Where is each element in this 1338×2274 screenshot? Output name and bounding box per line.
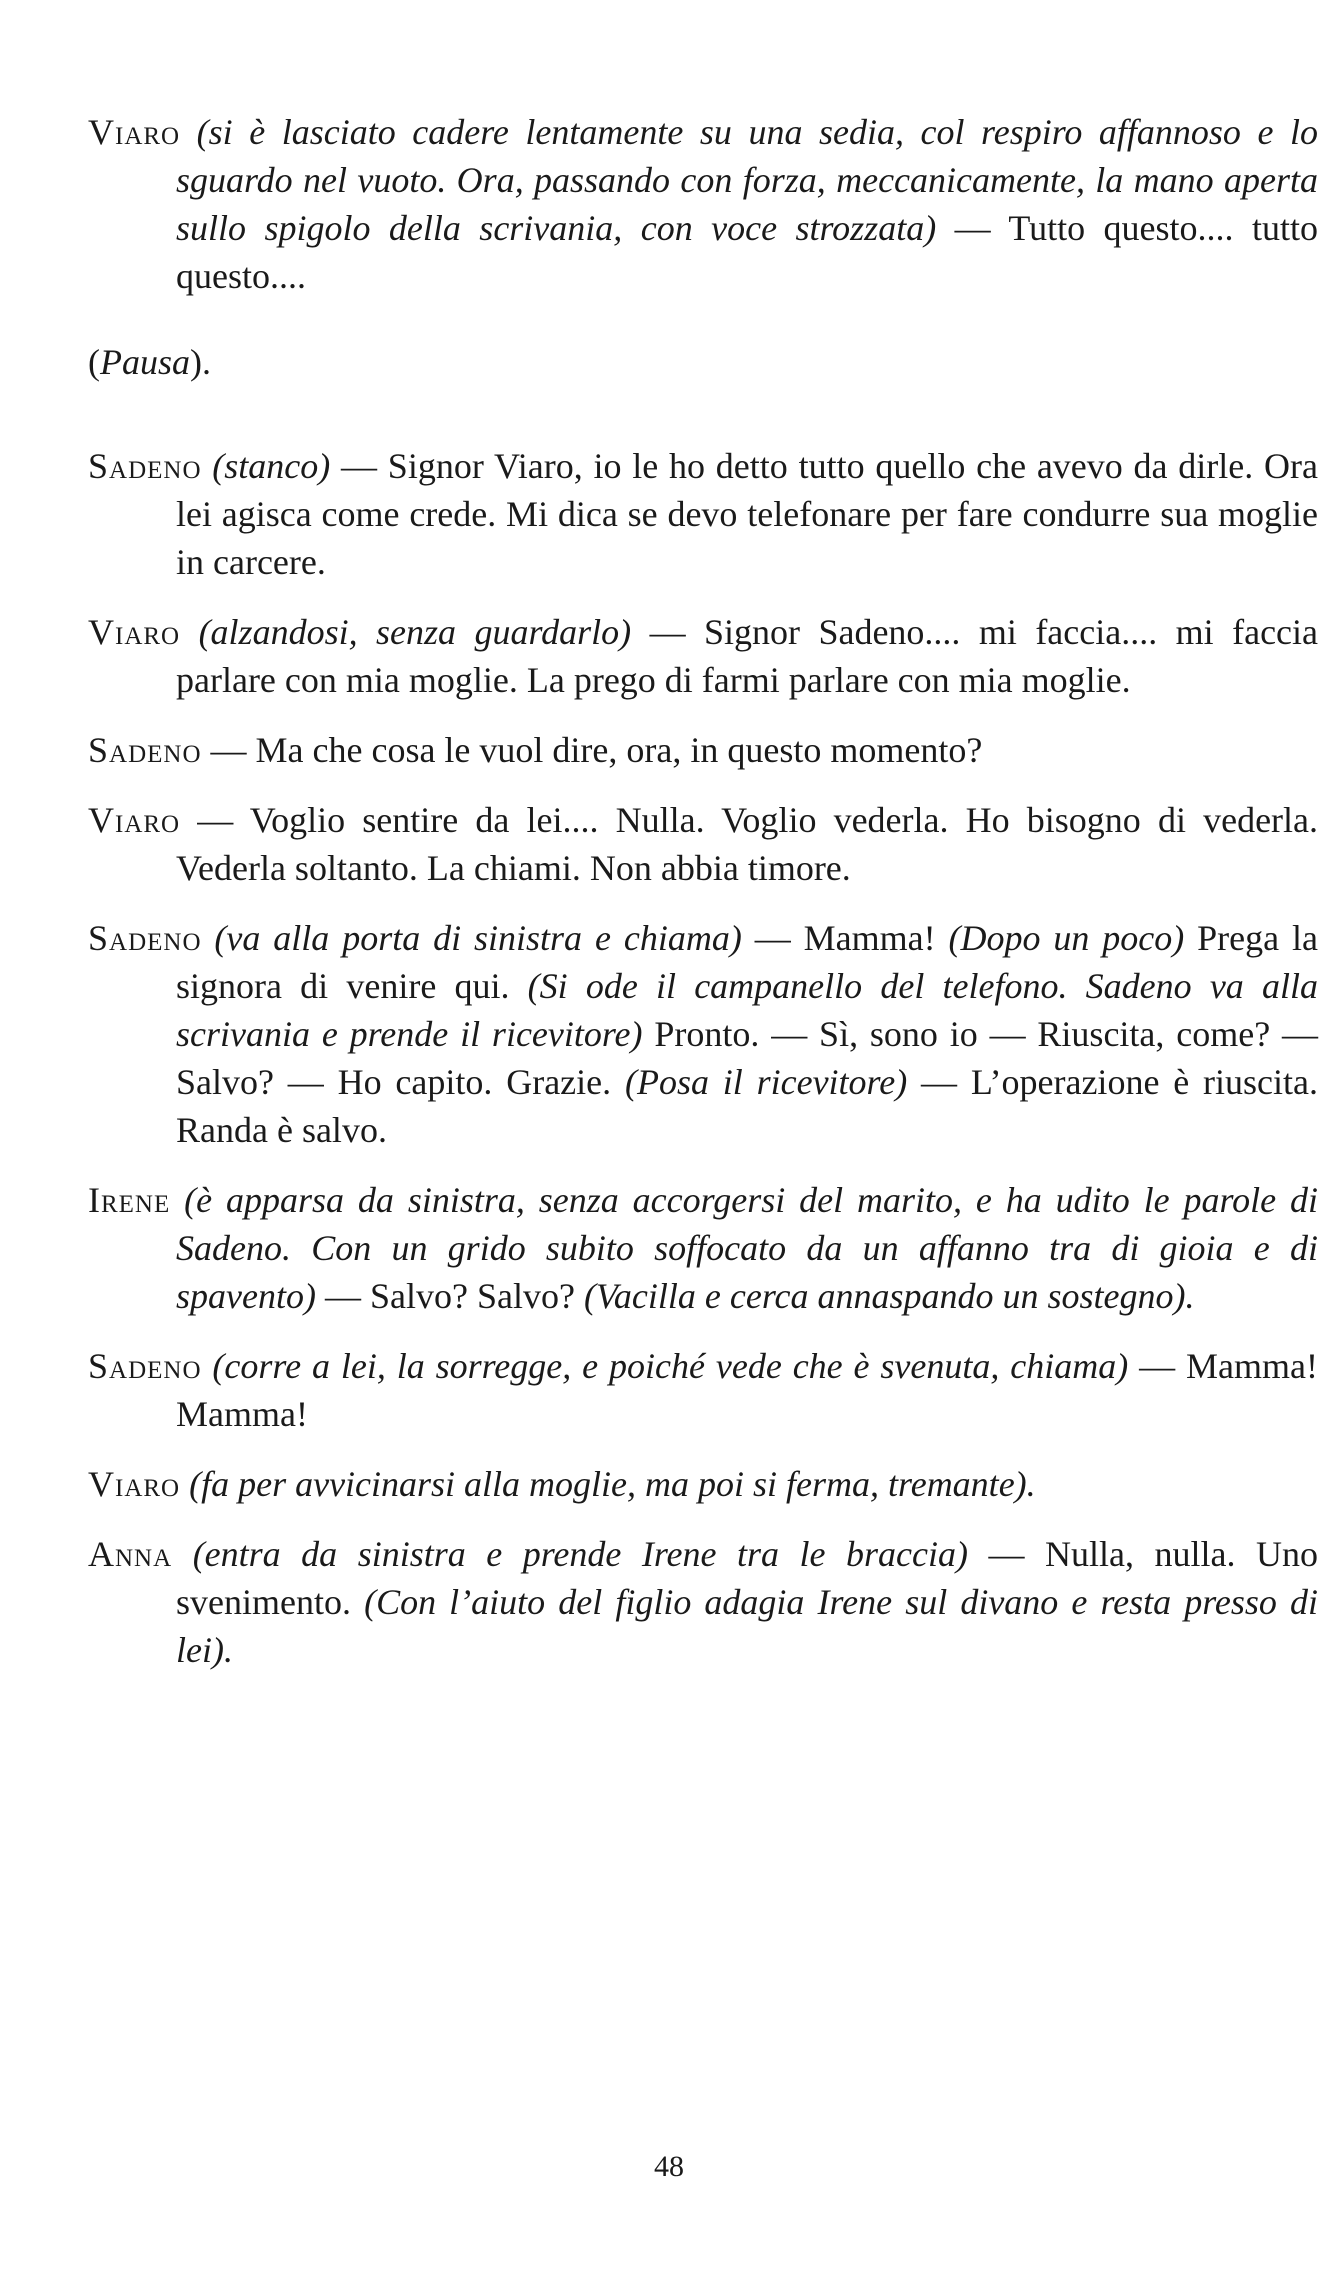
stage-direction: (Posa il ricevitore) — [624, 1062, 908, 1102]
page-text — [88, 108, 1318, 1696]
stage-direction: (alzandosi, senza guardarlo) — [198, 612, 632, 652]
dialogue-text: — Voglio sentire da lei.... Nulla. Voglio vederla. Ho bisogno di vederla. Vederla soltanto. La chiami. Non abbia timore. — [176, 800, 1319, 888]
dialogue-text: — Signor Viaro, io le ho detto tutto quello che avevo da dirle. Ora lei agisca come crede. Mi dica se devo telefonare per fare condurre sua moglie in carcere. — [176, 446, 1319, 582]
speaker-name: Viaro — [88, 800, 181, 840]
speech-sadeno-3 — [88, 914, 1318, 1154]
speech-viaro-4 — [88, 1460, 1318, 1508]
stage-direction: (Si ode il campanello del telefono. Sadeno va alla scrivania e prende il ricevitore) — [176, 966, 1318, 1054]
speaker-name: Irene — [88, 1180, 171, 1220]
speech-viaro-2 — [88, 608, 1318, 704]
dialogue-text: — Salvo? Salvo? — [315, 1276, 584, 1316]
dialogue-text: — Ma che cosa le vuol dire, ora, in questo momento? — [210, 730, 983, 770]
dialogue-text: — Tutto questo.... tutto questo.... — [176, 208, 1318, 296]
speaker-name: Sadeno — [88, 918, 202, 958]
dialogue-text: — Signor Sadeno.... mi faccia.... mi faccia parlare con mia moglie. La prego di farmi parlare con mia moglie. — [176, 612, 1319, 700]
speaker-name: Anna — [88, 1534, 173, 1574]
speaker-name: Sadeno — [88, 1346, 202, 1386]
dialogue-text: Prega la signora di venire qui. — [176, 918, 1319, 1006]
stage-direction: (entra da sinistra e prende Irene tra le braccia) — [192, 1534, 968, 1574]
speaker-name: Viaro — [88, 1464, 181, 1504]
stage-direction: (è apparsa da sinistra, senza accorgersi del marito, e ha udito le parole di Sadeno. Con un grido subito soffocato da un affanno tra di gioia e di spavento) — [176, 1180, 1318, 1316]
speaker-name: Viaro — [88, 112, 181, 152]
stage-direction: (Con l’aiuto del figlio adagia Irene sul divano e resta presso di lei). — [176, 1582, 1318, 1670]
dialogue-text: — Mamma! — [741, 918, 949, 958]
speech-sadeno-1 — [88, 442, 1318, 586]
dialogue-text: — Nulla, nulla. Uno svenimento. — [176, 1534, 1318, 1622]
speaker-name: Sadeno — [88, 730, 202, 770]
speech-sadeno-2 — [88, 726, 1318, 774]
speech-viaro-3 — [88, 796, 1318, 892]
dialogue-text: — L’operazione è riuscita. Randa è salvo. — [176, 1062, 1318, 1150]
speaker-name: Sadeno — [88, 446, 202, 486]
page-number: 48 — [654, 2150, 684, 2183]
stage-direction: (stanco) — [212, 446, 331, 486]
dialogue-text: — Mamma! Mamma! — [176, 1346, 1319, 1434]
stage-direction: (si è lasciato cadere lentamente su una sedia, col respiro affannoso e lo sguardo nel vuoto. Ora, passando con forza, meccanicamente, la mano aperta sullo spigolo della scrivania, con voce strozzata) — [176, 112, 1318, 248]
speech-irene-1 — [88, 1176, 1318, 1320]
speech-sadeno-4 — [88, 1342, 1318, 1438]
pause-direction: (Pausa). — [88, 342, 211, 382]
stage-direction: (Vacilla e cerca annaspando un sostegno). — [583, 1276, 1195, 1316]
speaker-name: Viaro — [88, 612, 181, 652]
speech-anna-1 — [88, 1530, 1318, 1674]
stage-direction: (Dopo un poco) — [948, 918, 1185, 958]
dialogue-text: Pronto. — Sì, sono io — Riuscita, come? — Salvo? — Ho capito. Grazie. — [176, 1014, 1319, 1102]
stage-direction: (va alla porta di sinistra e chiama) — [214, 918, 742, 958]
speech-viaro-1 — [88, 108, 1318, 300]
stage-direction: (fa per avvicinarsi alla moglie, ma poi si ferma, tremante). — [189, 1464, 1036, 1504]
stage-direction: (corre a lei, la sorregge, e poiché vede che è svenuta, chiama) — [212, 1346, 1129, 1386]
